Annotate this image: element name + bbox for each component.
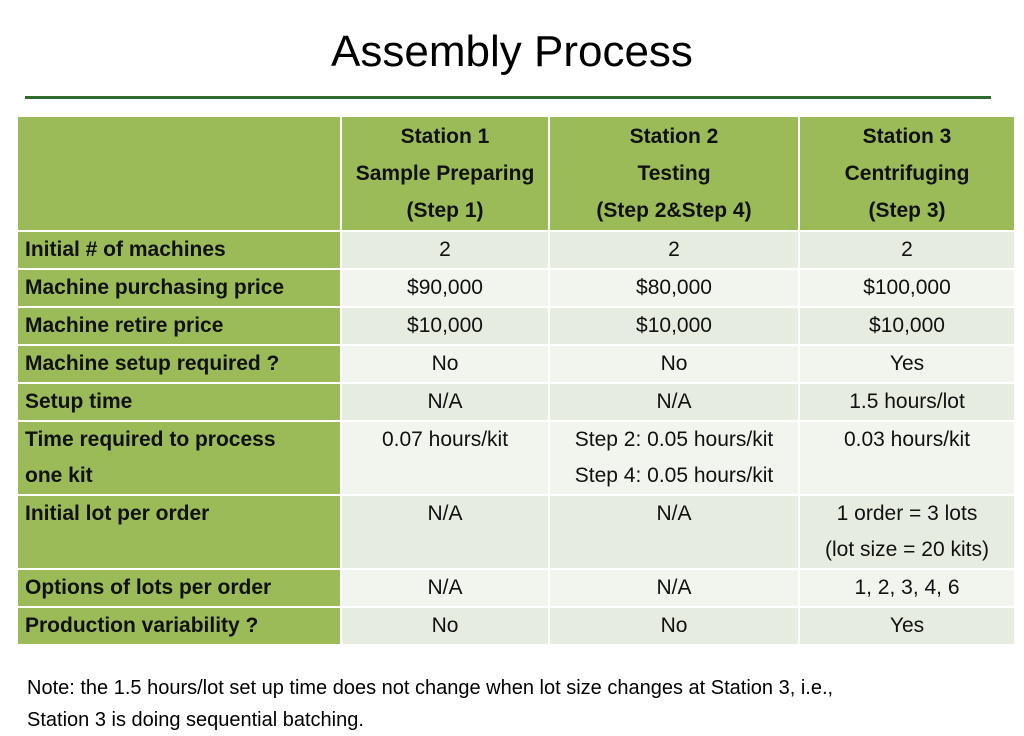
table-row-setup-required bbox=[17, 345, 1015, 383]
row-label: Production variability ? bbox=[17, 607, 341, 645]
header-station-2-process: Testing bbox=[637, 162, 711, 185]
header-station-1-name: Station 1 bbox=[400, 125, 490, 148]
header-station-1-step: (Step 1) bbox=[406, 199, 484, 222]
cell-station-2 bbox=[549, 421, 799, 495]
cell-station-3: 1.5 hours/lot bbox=[799, 383, 1015, 421]
cell-line: Step 4: 0.05 hours/kit bbox=[574, 464, 774, 487]
cell-station-3: Yes bbox=[799, 607, 1015, 645]
row-label: Initial lot per order bbox=[17, 495, 341, 569]
cell-station-3 bbox=[799, 495, 1015, 569]
header-station-2-name: Station 2 bbox=[629, 125, 719, 148]
cell-station-3: 0.03 hours/kit bbox=[799, 421, 1015, 495]
cell-station-3: $10,000 bbox=[799, 307, 1015, 345]
cell-station-1: No bbox=[341, 607, 549, 645]
row-label: Initial # of machines bbox=[17, 231, 341, 269]
header-corner-cell bbox=[17, 116, 341, 231]
footnote-line-2: Station 3 is doing sequential batching. bbox=[27, 709, 364, 731]
cell-station-1: $90,000 bbox=[341, 269, 549, 307]
title-divider bbox=[25, 96, 991, 99]
table-row-initial-machines bbox=[17, 231, 1015, 269]
footnote bbox=[27, 672, 1017, 736]
footnote-line-1: Note: the 1.5 hours/lot set up time does not change when lot size changes at Station 3, i.e., bbox=[27, 677, 834, 699]
cell-station-3: Yes bbox=[799, 345, 1015, 383]
row-label: Machine purchasing price bbox=[17, 269, 341, 307]
cell-station-2: $80,000 bbox=[549, 269, 799, 307]
cell-station-1: 2 bbox=[341, 231, 549, 269]
table-row-retire-price bbox=[17, 307, 1015, 345]
cell-station-2: N/A bbox=[549, 383, 799, 421]
row-label-line: one kit bbox=[25, 464, 93, 487]
row-label: Setup time bbox=[17, 383, 341, 421]
table-row-initial-lot bbox=[17, 495, 1015, 569]
cell-station-3: 1, 2, 3, 4, 6 bbox=[799, 569, 1015, 607]
header-station-2-step: (Step 2&Step 4) bbox=[596, 199, 752, 222]
header-station-2 bbox=[549, 116, 799, 231]
header-station-1 bbox=[341, 116, 549, 231]
cell-station-1: N/A bbox=[341, 569, 549, 607]
cell-station-2: N/A bbox=[549, 495, 799, 569]
table-row-process-time bbox=[17, 421, 1015, 495]
cell-station-2: N/A bbox=[549, 569, 799, 607]
cell-station-2: No bbox=[549, 345, 799, 383]
cell-station-2: 2 bbox=[549, 231, 799, 269]
cell-station-3: 2 bbox=[799, 231, 1015, 269]
row-label: Machine retire price bbox=[17, 307, 341, 345]
cell-line: (lot size = 20 kits) bbox=[825, 538, 989, 561]
cell-line: Step 2: 0.05 hours/kit bbox=[574, 428, 774, 451]
row-label: Machine setup required ? bbox=[17, 345, 341, 383]
cell-station-1: No bbox=[341, 345, 549, 383]
cell-station-1: $10,000 bbox=[341, 307, 549, 345]
table-row-purchasing-price bbox=[17, 269, 1015, 307]
table-row-setup-time bbox=[17, 383, 1015, 421]
cell-station-2: No bbox=[549, 607, 799, 645]
cell-station-1: 0.07 hours/kit bbox=[341, 421, 549, 495]
table-row-lot-options bbox=[17, 569, 1015, 607]
cell-station-1: N/A bbox=[341, 495, 549, 569]
cell-line: 1 order = 3 lots bbox=[836, 502, 978, 525]
cell-station-3: $100,000 bbox=[799, 269, 1015, 307]
assembly-process-table bbox=[16, 115, 1016, 646]
header-station-3-process: Centrifuging bbox=[844, 162, 970, 185]
table-row-variability bbox=[17, 607, 1015, 645]
table-header-row bbox=[17, 116, 1015, 231]
cell-station-1: N/A bbox=[341, 383, 549, 421]
header-station-1-process: Sample Preparing bbox=[355, 162, 535, 185]
row-label bbox=[17, 421, 341, 495]
header-station-3-step: (Step 3) bbox=[868, 199, 946, 222]
page-title: Assembly Process bbox=[331, 27, 693, 76]
cell-station-2: $10,000 bbox=[549, 307, 799, 345]
row-label-line: Time required to process bbox=[25, 428, 276, 451]
row-label: Options of lots per order bbox=[17, 569, 341, 607]
header-station-3-name: Station 3 bbox=[862, 125, 952, 148]
header-station-3 bbox=[799, 116, 1015, 231]
